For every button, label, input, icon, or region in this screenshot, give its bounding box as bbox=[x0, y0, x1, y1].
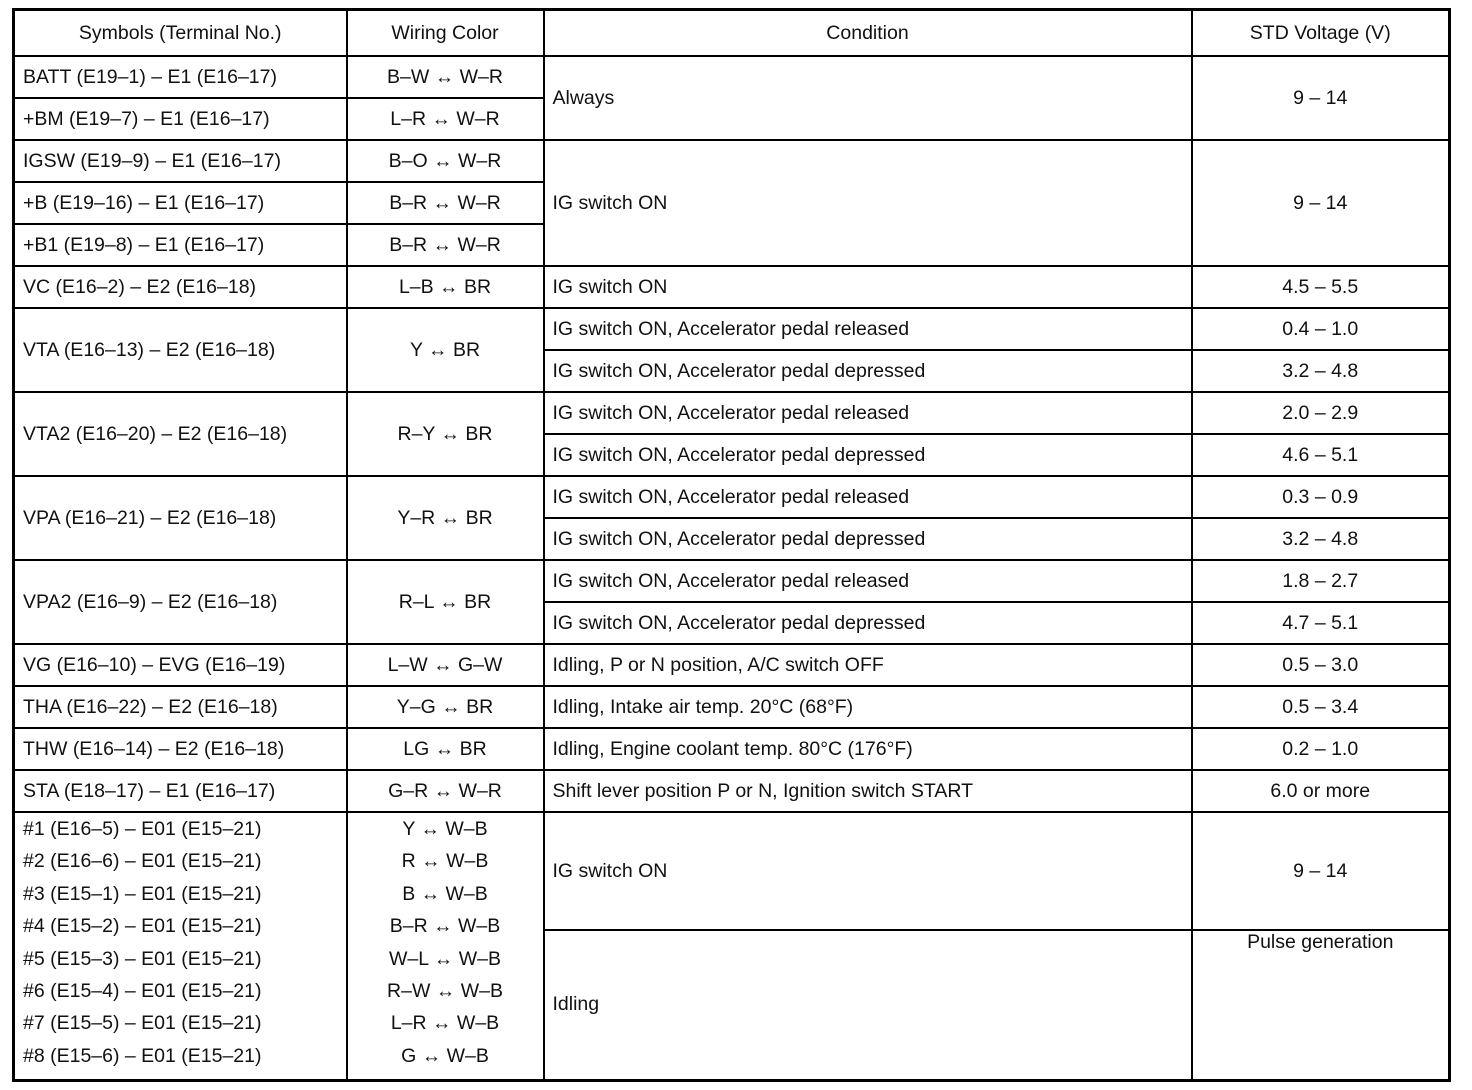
table-row-vg bbox=[14, 644, 1450, 686]
injector-wiring: W–L ↔ W–B bbox=[389, 947, 501, 970]
condition-cell: Shift lever position P or N, Ignition switch START bbox=[544, 770, 1192, 812]
voltage-cell: 9 – 14 bbox=[1192, 56, 1450, 140]
voltage-cell: 4.7 – 5.1 bbox=[1192, 602, 1450, 644]
condition-cell: Idling, Engine coolant temp. 80°C (176°F) bbox=[544, 728, 1192, 770]
wiring-cell: B–O ↔ W–R bbox=[347, 140, 544, 182]
symbol-cell: VC (E16–2) – E2 (E16–18) bbox=[14, 266, 347, 308]
table-row-batt bbox=[14, 56, 1450, 98]
voltage-cell: 1.8 – 2.7 bbox=[1192, 560, 1450, 602]
symbol-cell: +BM (E19–7) – E1 (E16–17) bbox=[14, 98, 347, 140]
header-wiring-color: Wiring Color bbox=[347, 10, 544, 57]
table-row-injectors bbox=[14, 812, 1450, 930]
header-std-voltage: STD Voltage (V) bbox=[1192, 10, 1450, 57]
table-row-igsw bbox=[14, 140, 1450, 182]
injector-wiring: G ↔ W–B bbox=[401, 1044, 489, 1067]
condition-cell: Idling, Intake air temp. 20°C (68°F) bbox=[544, 686, 1192, 728]
injector-symbol: #2 (E16–6) – E01 (E15–21) bbox=[23, 850, 262, 873]
wiring-cell: R–L ↔ BR bbox=[347, 560, 544, 644]
injector-wiring-cell bbox=[347, 812, 544, 1080]
condition-cell: IG switch ON bbox=[544, 266, 1192, 308]
injector-wiring: R ↔ W–B bbox=[401, 850, 489, 873]
voltage-cell: 2.0 – 2.9 bbox=[1192, 392, 1450, 434]
symbol-cell: BATT (E19–1) – E1 (E16–17) bbox=[14, 56, 347, 98]
wiring-cell: L–W ↔ G–W bbox=[347, 644, 544, 686]
condition-cell: Always bbox=[544, 56, 1192, 140]
wiring-cell: L–R ↔ W–R bbox=[347, 98, 544, 140]
condition-cell: IG switch ON, Accelerator pedal released bbox=[544, 392, 1192, 434]
table-row-thw bbox=[14, 728, 1450, 770]
voltage-cell: 0.5 – 3.4 bbox=[1192, 686, 1450, 728]
voltage-cell: 0.3 – 0.9 bbox=[1192, 476, 1450, 518]
injector-wiring: B ↔ W–B bbox=[402, 882, 488, 905]
injector-wiring: B–R ↔ W–B bbox=[389, 915, 501, 938]
symbol-cell: +B1 (E19–8) – E1 (E16–17) bbox=[14, 224, 347, 266]
wiring-cell: R–Y ↔ BR bbox=[347, 392, 544, 476]
table-row-vpa bbox=[14, 476, 1450, 518]
table-row-vta bbox=[14, 308, 1450, 350]
wiring-cell: Y–G ↔ BR bbox=[347, 686, 544, 728]
wiring-cell: L–B ↔ BR bbox=[347, 266, 544, 308]
injector-symbol: #4 (E15–2) – E01 (E15–21) bbox=[23, 915, 262, 938]
symbol-cell: IGSW (E19–9) – E1 (E16–17) bbox=[14, 140, 347, 182]
condition-cell: IG switch ON, Accelerator pedal depressed bbox=[544, 350, 1192, 392]
injector-wiring: L–R ↔ W–B bbox=[390, 1012, 500, 1035]
injector-symbol: #8 (E15–6) – E01 (E15–21) bbox=[23, 1044, 262, 1067]
terminal-voltage-table bbox=[12, 8, 1451, 1082]
symbol-cell: VPA (E16–21) – E2 (E16–18) bbox=[14, 476, 347, 560]
injector-symbol: #7 (E15–5) – E01 (E15–21) bbox=[23, 1012, 262, 1035]
symbol-cell: VPA2 (E16–9) – E2 (E16–18) bbox=[14, 560, 347, 644]
symbol-cell: VTA2 (E16–20) – E2 (E16–18) bbox=[14, 392, 347, 476]
voltage-cell: 4.5 – 5.5 bbox=[1192, 266, 1450, 308]
voltage-cell: 4.6 – 5.1 bbox=[1192, 434, 1450, 476]
voltage-cell: 3.2 – 4.8 bbox=[1192, 518, 1450, 560]
injector-wiring: R–W ↔ W–B bbox=[387, 979, 503, 1002]
injector-symbols-cell bbox=[14, 812, 347, 1080]
injector-symbol: #1 (E16–5) – E01 (E15–21) bbox=[23, 818, 262, 840]
voltage-cell: 9 – 14 bbox=[1192, 140, 1450, 266]
voltage-cell: 6.0 or more bbox=[1192, 770, 1450, 812]
condition-cell: IG switch ON bbox=[544, 812, 1192, 930]
voltage-cell: Pulse generation bbox=[1192, 930, 1450, 1080]
symbol-cell: STA (E18–17) – E1 (E16–17) bbox=[14, 770, 347, 812]
condition-cell: IG switch ON, Accelerator pedal released bbox=[544, 308, 1192, 350]
voltage-cell: 9 – 14 bbox=[1192, 812, 1450, 930]
table-row-vc bbox=[14, 266, 1450, 308]
table-row-tha bbox=[14, 686, 1450, 728]
voltage-cell: 0.4 – 1.0 bbox=[1192, 308, 1450, 350]
condition-cell: IG switch ON, Accelerator pedal depressed bbox=[544, 602, 1192, 644]
symbol-cell: THW (E16–14) – E2 (E16–18) bbox=[14, 728, 347, 770]
condition-cell: IG switch ON, Accelerator pedal released bbox=[544, 476, 1192, 518]
table-row-vta2 bbox=[14, 392, 1450, 434]
table-row-sta bbox=[14, 770, 1450, 812]
injector-symbol: #3 (E15–1) – E01 (E15–21) bbox=[23, 882, 262, 905]
condition-cell: Idling bbox=[544, 930, 1192, 1080]
wiring-cell: G–R ↔ W–R bbox=[347, 770, 544, 812]
symbol-cell: VTA (E16–13) – E2 (E16–18) bbox=[14, 308, 347, 392]
header-symbols: Symbols (Terminal No.) bbox=[14, 10, 347, 57]
condition-cell: IG switch ON bbox=[544, 140, 1192, 266]
wiring-cell: Y ↔ BR bbox=[347, 308, 544, 392]
table-row-vpa2 bbox=[14, 560, 1450, 602]
wiring-cell: LG ↔ BR bbox=[347, 728, 544, 770]
voltage-cell: 0.5 – 3.0 bbox=[1192, 644, 1450, 686]
injector-wiring: Y ↔ W–B bbox=[402, 818, 488, 840]
injector-symbol: #5 (E15–3) – E01 (E15–21) bbox=[23, 947, 262, 970]
symbol-cell: THA (E16–22) – E2 (E16–18) bbox=[14, 686, 347, 728]
condition-cell: IG switch ON, Accelerator pedal depressed bbox=[544, 518, 1192, 560]
injector-symbol: #6 (E15–4) – E01 (E15–21) bbox=[23, 979, 262, 1002]
wiring-cell: B–R ↔ W–R bbox=[347, 182, 544, 224]
condition-cell: IG switch ON, Accelerator pedal depressed bbox=[544, 434, 1192, 476]
wiring-cell: B–R ↔ W–R bbox=[347, 224, 544, 266]
condition-cell: IG switch ON, Accelerator pedal released bbox=[544, 560, 1192, 602]
symbol-cell: +B (E19–16) – E1 (E16–17) bbox=[14, 182, 347, 224]
header-row bbox=[14, 10, 1450, 57]
wiring-cell: Y–R ↔ BR bbox=[347, 476, 544, 560]
symbol-cell: VG (E16–10) – EVG (E16–19) bbox=[14, 644, 347, 686]
condition-cell: Idling, P or N position, A/C switch OFF bbox=[544, 644, 1192, 686]
voltage-cell: 3.2 – 4.8 bbox=[1192, 350, 1450, 392]
voltage-cell: 0.2 – 1.0 bbox=[1192, 728, 1450, 770]
wiring-cell: B–W ↔ W–R bbox=[347, 56, 544, 98]
terminal-voltage-table-page bbox=[12, 8, 1448, 1082]
header-condition: Condition bbox=[544, 10, 1192, 57]
